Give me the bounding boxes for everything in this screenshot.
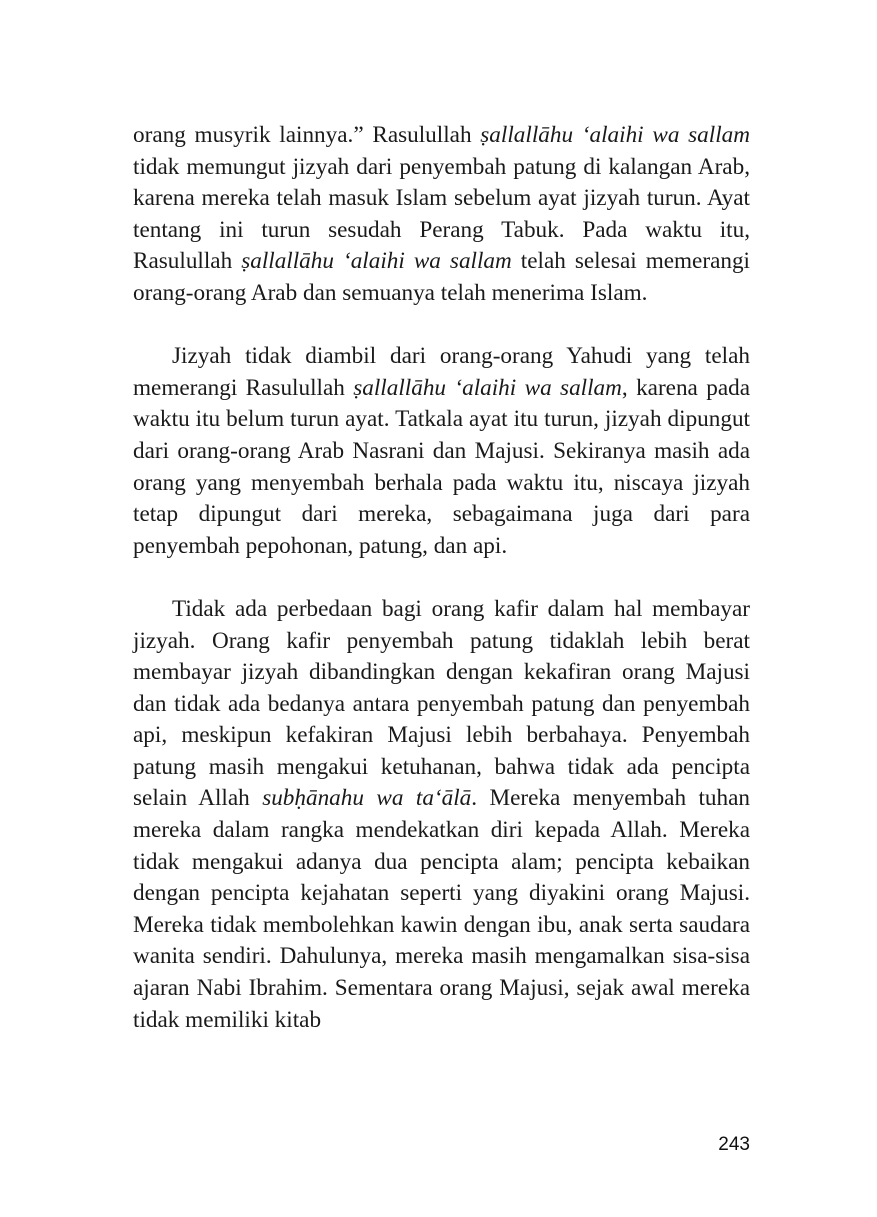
text-run: Tidak ada perbedaan bagi orang kafir dalam hal membayar jizyah. Orang kafir penyembah patung tidaklah lebih berat membayar jizyah dibandingkan dengan kekafiran orang Majusi dan tidak ada bedanya antara penyembah patung dan penyembah api, meskipun kefakiran Majusi lebih berbahaya. Penyembah patung masih mengakui ketuhanan, bahwa tidak ada pencipta selain Allah <box>133 595 750 812</box>
text-run: tidak memungut jizyah dari penyembah patung di kalangan Arab, karena mereka telah masuk Islam sebelum ayat jizyah turun. Ayat tentang ini turun sesudah Perang Tabuk. Pada waktu itu, Rasulullah <box>133 153 750 275</box>
text-run: Jizyah tidak diambil dari orang-orang Yahudi yang telah memerangi Rasulullah <box>133 343 750 401</box>
page-number: 243 <box>718 1134 750 1155</box>
italic-term: ṣallallāhu ‘alaihi wa sallam <box>353 374 622 401</box>
text-run: orang musyrik lainnya.” Rasulullah <box>133 122 481 148</box>
italic-term: ṣallallāhu ‘alaihi wa sallam <box>480 122 750 148</box>
text-run: . Mereka menyembah tuhan mereka dalam rangka mendekatkan diri kepada Allah. Mereka tidak mengakui adanya dua pencipta alam; pencipta kebaikan dengan pencipta kejahatan seperti yang diyakini orang Majusi. Mereka tidak membolehkan kawin dengan ibu, anak serta saudara wanita sendiri. Dahulunya, mereka masih mengamalkan sisa-sisa ajaran Nabi Ibrahim. Sementara orang Majusi, sejak awal mereka tidak memiliki kitab <box>133 785 750 1033</box>
text-run: , karena pada waktu itu belum turun ayat. Tatkala ayat itu turun, jizyah dipungut dari orang-orang Arab Nasrani dan Majusi. Sekiranya masih ada orang yang menyembah berhala pada waktu itu, niscaya jizyah tetap dipungut dari mereka, sebagaimana juga dari para penyembah pepohonan, patung, dan api. <box>133 374 751 559</box>
body-text <box>133 120 750 1036</box>
italic-term: ṣallallāhu ‘alaihi wa sallam <box>241 248 512 275</box>
paragraph <box>133 120 750 310</box>
paragraph <box>133 594 750 1036</box>
text-run: telah selesai memerangi orang-orang Arab dan semuanya telah menerima Islam. <box>133 248 750 306</box>
italic-term: subḥānahu wa ta‘ālā <box>262 785 472 812</box>
paragraph <box>133 341 750 562</box>
